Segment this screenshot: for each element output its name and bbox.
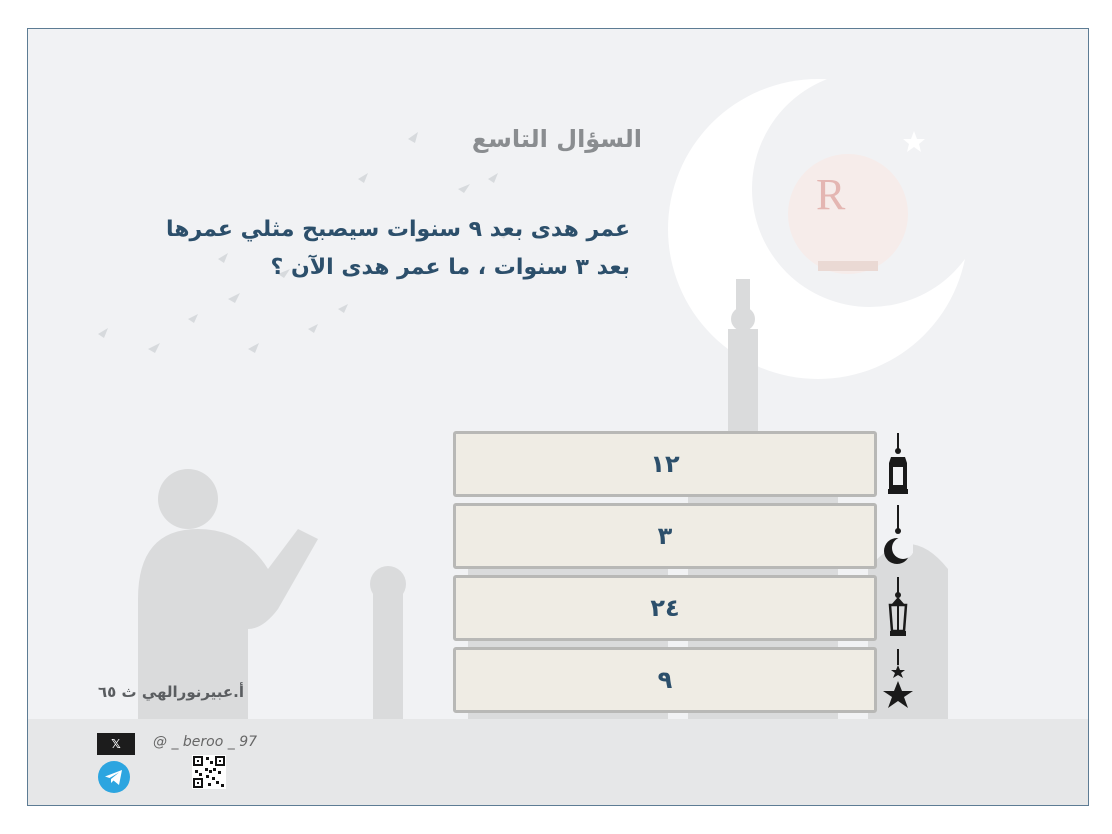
author-credit: أ.عبيرنورالهي ث ٦٥ [98, 683, 245, 701]
lantern-icon [883, 431, 913, 497]
question-line-2: بعد ٣ سنوات ، ما عمر هدى الآن ؟ [270, 255, 630, 280]
answer-option-1 [453, 431, 923, 497]
telegram-icon[interactable] [98, 761, 130, 793]
question-title: السؤال التاسع [471, 125, 642, 153]
x-logo-icon[interactable]: 𝕏 [97, 733, 135, 755]
answer-button[interactable]: ٩ [453, 647, 877, 713]
answer-options [453, 431, 923, 719]
svg-text:R: R [816, 170, 846, 219]
star-icon [883, 647, 913, 713]
answer-option-3 [453, 575, 923, 641]
crescent-icon [883, 503, 913, 569]
social-handle[interactable]: @ _ beroo _ 97 [153, 734, 258, 750]
slide-frame [27, 28, 1089, 806]
answer-button[interactable]: ٢٤ [453, 575, 877, 641]
answer-button[interactable]: ١٢ [453, 431, 877, 497]
question-text [70, 211, 630, 287]
answer-option-4 [453, 647, 923, 713]
lantern-icon [883, 575, 913, 641]
answer-option-2 [453, 503, 923, 569]
qr-code-icon[interactable] [192, 755, 226, 789]
answer-button[interactable]: ٣ [453, 503, 877, 569]
question-line-1: عمر هدى بعد ٩ سنوات سيصبح مثلي عمرها [165, 217, 630, 242]
